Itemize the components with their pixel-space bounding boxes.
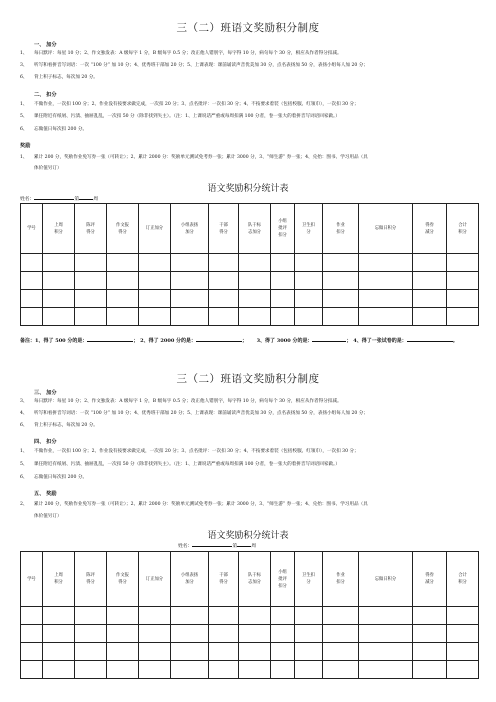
- empty-cell[interactable]: [209, 625, 239, 643]
- section-heading-add: 一、 加分: [34, 42, 57, 48]
- column-header: 合计 积分: [447, 552, 479, 607]
- empty-cell[interactable]: [359, 254, 413, 272]
- empty-cell[interactable]: [43, 661, 75, 679]
- empty-cell[interactable]: [239, 290, 271, 308]
- score-table: [20, 203, 479, 326]
- column-header: 得券 减分: [413, 204, 447, 254]
- name-blank: [34, 195, 74, 200]
- column-header: 队干标 志加分: [239, 204, 271, 254]
- empty-cell[interactable]: [171, 643, 209, 661]
- empty-cell[interactable]: [447, 290, 479, 308]
- empty-cell[interactable]: [323, 607, 359, 625]
- empty-cell[interactable]: [295, 625, 323, 643]
- empty-cell[interactable]: [271, 254, 295, 272]
- empty-cell[interactable]: [139, 643, 171, 661]
- empty-cell[interactable]: [21, 272, 43, 290]
- column-header: 学号: [21, 204, 43, 254]
- column-header: 作文报 得分: [107, 552, 139, 607]
- empty-cell[interactable]: [239, 272, 271, 290]
- empty-cell[interactable]: [43, 643, 75, 661]
- column-header: 陈评 得分: [75, 204, 107, 254]
- empty-cell[interactable]: [447, 661, 479, 679]
- table-row: [21, 290, 479, 308]
- empty-cell[interactable]: [75, 290, 107, 308]
- score-table: [20, 551, 479, 679]
- empty-cell[interactable]: [107, 254, 139, 272]
- rule-line: 1、 每日默评：每星 10 分；2、作文独发表：A 级每字 1 分，B 级每字 0.5 分；改正他人错别字，每字得 10 分，病句每个 30 分，相应从作者得分扣减。: [20, 51, 342, 56]
- rule-line: 5、 课任附近有纸屑、污渍、抽屉乱乱，一次扣 50 分（除非找到失主）。（注：1、上课说话严重或每周扣满 100 分者，卷一张大的着拼音写词语回家做。）: [20, 114, 340, 119]
- empty-cell[interactable]: [171, 308, 209, 326]
- empty-cell[interactable]: [413, 661, 447, 679]
- empty-cell[interactable]: [413, 272, 447, 290]
- empty-cell[interactable]: [271, 661, 295, 679]
- table-row: [21, 625, 479, 643]
- column-header: 作文报 得分: [107, 204, 139, 254]
- table-row: [21, 643, 479, 661]
- empty-cell[interactable]: [413, 625, 447, 643]
- empty-cell[interactable]: [295, 308, 323, 326]
- empty-cell[interactable]: [323, 308, 359, 326]
- empty-cell[interactable]: [21, 308, 43, 326]
- empty-cell[interactable]: [413, 643, 447, 661]
- section-heading-deduct: 二、 扣分: [34, 92, 57, 98]
- week-blank: [79, 195, 93, 200]
- empty-cell[interactable]: [323, 272, 359, 290]
- column-header: 订正加分: [139, 552, 171, 607]
- empty-cell[interactable]: [271, 308, 295, 326]
- empty-cell[interactable]: [413, 308, 447, 326]
- column-header: 队干标 志加分: [239, 552, 271, 607]
- table-row: [21, 607, 479, 625]
- name-blank: [192, 542, 232, 547]
- rule-line: 6、 背上积子标志，每次加 20 分。: [20, 423, 98, 428]
- table-row: [21, 272, 479, 290]
- empty-cell[interactable]: [75, 661, 107, 679]
- empty-cell[interactable]: [359, 661, 413, 679]
- empty-cell[interactable]: [75, 643, 107, 661]
- column-header: 作业 扣分: [323, 204, 359, 254]
- empty-cell[interactable]: [209, 643, 239, 661]
- column-header: 干部 得分: [209, 204, 239, 254]
- empty-cell[interactable]: [107, 290, 139, 308]
- empty-cell[interactable]: [43, 290, 75, 308]
- section-heading-reward: 奖励: [20, 143, 31, 149]
- empty-cell[interactable]: [447, 254, 479, 272]
- empty-cell[interactable]: [139, 290, 171, 308]
- empty-cell[interactable]: [107, 643, 139, 661]
- empty-cell[interactable]: [21, 254, 43, 272]
- rule-line: 3、 每日默评：每星 10 分；2、作文独发表：A 级每字 1 分，B 级每字 0.5 分；改正他人错别字，每字得 10 分，病句每个 30 分，相应从作者得分扣减。: [20, 399, 342, 404]
- empty-cell[interactable]: [295, 607, 323, 625]
- empty-cell[interactable]: [171, 625, 209, 643]
- empty-cell[interactable]: [107, 607, 139, 625]
- empty-cell[interactable]: [209, 308, 239, 326]
- empty-cell[interactable]: [21, 625, 43, 643]
- table-header-row: [21, 204, 479, 254]
- empty-cell[interactable]: [43, 254, 75, 272]
- empty-cell[interactable]: [359, 625, 413, 643]
- empty-cell[interactable]: [209, 290, 239, 308]
- empty-cell[interactable]: [239, 625, 271, 643]
- section-heading-reward: 五、 奖励: [34, 491, 57, 497]
- empty-cell[interactable]: [239, 661, 271, 679]
- column-header: 小组 批评 扣分: [271, 552, 295, 607]
- column-header: 忘做日积分: [359, 204, 413, 254]
- column-header: 陈评 得分: [75, 552, 107, 607]
- empty-cell[interactable]: [447, 272, 479, 290]
- empty-cell[interactable]: [239, 254, 271, 272]
- empty-cell[interactable]: [239, 643, 271, 661]
- empty-cell[interactable]: [239, 308, 271, 326]
- rule-line: 体价值另订）: [34, 514, 62, 519]
- empty-cell[interactable]: [171, 290, 209, 308]
- empty-cell[interactable]: [107, 272, 139, 290]
- empty-cell[interactable]: [239, 607, 271, 625]
- empty-cell[interactable]: [139, 254, 171, 272]
- rule-line: 6、 忘做值日每次扣 200 分。: [20, 127, 88, 132]
- empty-cell[interactable]: [171, 254, 209, 272]
- column-header: 得券 减分: [413, 552, 447, 607]
- rule-line: 5、 课任附近有纸屑、污渍、抽屉乱乱，一次扣 50 分（除非找到失主）。（注：1、上课说话严重或每周扣满 100 分者，卷一张大的着拼音写词语回家做。）: [20, 462, 340, 467]
- rule-line: 1、 累计 200 分，奖励作业免写券一张（可转让）；2、累计 2000 分：奖励单元测试免考券一张；累计 3000 分，3、“师生游” 券一张；4、兑抬：图书、学习用品（具: [20, 155, 368, 160]
- empty-cell[interactable]: [295, 661, 323, 679]
- column-header: 小组表扬 加分: [171, 552, 209, 607]
- empty-cell[interactable]: [21, 661, 43, 679]
- column-header: 小组表扬 加分: [171, 204, 209, 254]
- empty-cell[interactable]: [323, 643, 359, 661]
- empty-cell[interactable]: [447, 643, 479, 661]
- column-header: 作业 扣分: [323, 552, 359, 607]
- column-header: 上周 积分: [43, 552, 75, 607]
- empty-cell[interactable]: [413, 290, 447, 308]
- empty-cell[interactable]: [271, 607, 295, 625]
- column-header: 合计 积分: [447, 204, 479, 254]
- empty-cell[interactable]: [21, 607, 43, 625]
- empty-cell[interactable]: [295, 254, 323, 272]
- empty-cell[interactable]: [209, 607, 239, 625]
- rule-line: 2、 累计 200 分，奖励作业免写券一张（可转让）；2、累计 2000 分：奖励单元测试免考券一张；累计 3000 分，3、“师生游” 券一张；4、兑抬：图书、学习用品（具: [20, 502, 368, 507]
- empty-cell[interactable]: [359, 308, 413, 326]
- column-header: 干部 得分: [209, 552, 239, 607]
- section-heading-deduct: 四、 扣分: [34, 439, 57, 445]
- empty-cell[interactable]: [323, 254, 359, 272]
- column-header: 卫生扣 分: [295, 204, 323, 254]
- empty-cell[interactable]: [43, 625, 75, 643]
- table-title: 语文奖励积分统计表: [207, 531, 289, 541]
- empty-cell[interactable]: [21, 643, 43, 661]
- empty-cell[interactable]: [107, 661, 139, 679]
- empty-cell[interactable]: [139, 272, 171, 290]
- rule-line: 3、 听写和看拼音写词语：一次 “100 分” 加 10 分；4、优秀班干部加 20 分；5、上课表现：课前诵读声音优美加 30 分，点名表扬加 50 分，表扬小组每人加 20 分；: [20, 63, 368, 68]
- empty-cell[interactable]: [271, 625, 295, 643]
- rule-line: 体价值另订）: [34, 166, 62, 171]
- rule-line: 4、 听写和看拼音写词语：一次 “100 分” 加 10 分；4、优秀班干部加 20 分；5、上课表现：课前诵读声音优美加 30 分，点名表扬加 50 分，表扬小组每人加 20 分；: [20, 411, 368, 416]
- empty-cell[interactable]: [447, 607, 479, 625]
- rule-line: 1、 不做作业，一次扣 100 分；2、作业没有按要求做完成，一次扣 20 分；3、点名批评：一次扣 30 分；4、不按要求着装（包括校服、红领巾），一次扣 30 分；: [20, 449, 359, 454]
- table-row: [21, 254, 479, 272]
- empty-cell[interactable]: [271, 643, 295, 661]
- table-header-row: [21, 552, 479, 607]
- page-title: 三（二）班语文奖励积分制度: [176, 22, 320, 34]
- empty-cell[interactable]: [295, 272, 323, 290]
- page-title-repeat: 三（二）班语文奖励积分制度: [176, 373, 320, 385]
- empty-cell[interactable]: [139, 607, 171, 625]
- table-title: 语文奖励积分统计表: [207, 184, 289, 194]
- empty-cell[interactable]: [271, 290, 295, 308]
- empty-cell[interactable]: [139, 661, 171, 679]
- column-header: 忘做日积分: [359, 552, 413, 607]
- name-week-line: 姓名： 第 周: [20, 197, 99, 202]
- empty-cell[interactable]: [209, 661, 239, 679]
- table-row: [21, 308, 479, 326]
- empty-cell[interactable]: [43, 272, 75, 290]
- empty-cell[interactable]: [323, 290, 359, 308]
- empty-cell[interactable]: [43, 607, 75, 625]
- empty-cell[interactable]: [447, 308, 479, 326]
- empty-cell[interactable]: [359, 290, 413, 308]
- empty-cell[interactable]: [171, 661, 209, 679]
- rule-line: 6、 忘做值日每次扣 200 分。: [20, 475, 88, 480]
- week-blank: [237, 542, 251, 547]
- empty-cell[interactable]: [21, 290, 43, 308]
- table-row: [21, 661, 479, 679]
- empty-cell[interactable]: [295, 643, 323, 661]
- name-week-line: 姓名： 第 周: [178, 544, 257, 549]
- empty-cell[interactable]: [171, 607, 209, 625]
- empty-cell[interactable]: [75, 308, 107, 326]
- empty-cell[interactable]: [323, 625, 359, 643]
- section-heading-add: 三、 加分: [34, 390, 57, 396]
- empty-cell[interactable]: [107, 625, 139, 643]
- empty-cell[interactable]: [359, 607, 413, 625]
- empty-cell[interactable]: [107, 308, 139, 326]
- column-header: 小组 批评 扣分: [271, 204, 295, 254]
- rule-line: 6、 背上积子标志，每次加 20 分。: [20, 75, 98, 80]
- empty-cell[interactable]: [271, 272, 295, 290]
- empty-cell[interactable]: [413, 254, 447, 272]
- empty-cell[interactable]: [43, 308, 75, 326]
- empty-cell[interactable]: [359, 643, 413, 661]
- empty-cell[interactable]: [323, 661, 359, 679]
- notes-line: 备注：1、得了 500 分的是： ； 2、得了 2000 分的是： ； 3、得了 3000 分的是： ； 4、得了一张试卷的是： 。: [20, 338, 458, 344]
- empty-cell[interactable]: [295, 290, 323, 308]
- empty-cell[interactable]: [139, 308, 171, 326]
- empty-cell[interactable]: [75, 254, 107, 272]
- rule-line: 1、 不做作业，一次扣 100 分；2、作业没有按要求做完成，一次扣 20 分；3、点名批评：一次扣 30 分；4、不按要求着装（包括校服、红领巾），一次扣 30 分；: [20, 102, 359, 107]
- empty-cell[interactable]: [209, 254, 239, 272]
- empty-cell[interactable]: [75, 272, 107, 290]
- empty-cell[interactable]: [75, 625, 107, 643]
- empty-cell[interactable]: [75, 607, 107, 625]
- empty-cell[interactable]: [447, 625, 479, 643]
- column-header: 订正加分: [139, 204, 171, 254]
- empty-cell[interactable]: [209, 272, 239, 290]
- empty-cell[interactable]: [359, 272, 413, 290]
- column-header: 学号: [21, 552, 43, 607]
- empty-cell[interactable]: [413, 607, 447, 625]
- column-header: 卫生扣 分: [295, 552, 323, 607]
- column-header: 上周 积分: [43, 204, 75, 254]
- empty-cell[interactable]: [171, 272, 209, 290]
- empty-cell[interactable]: [139, 625, 171, 643]
